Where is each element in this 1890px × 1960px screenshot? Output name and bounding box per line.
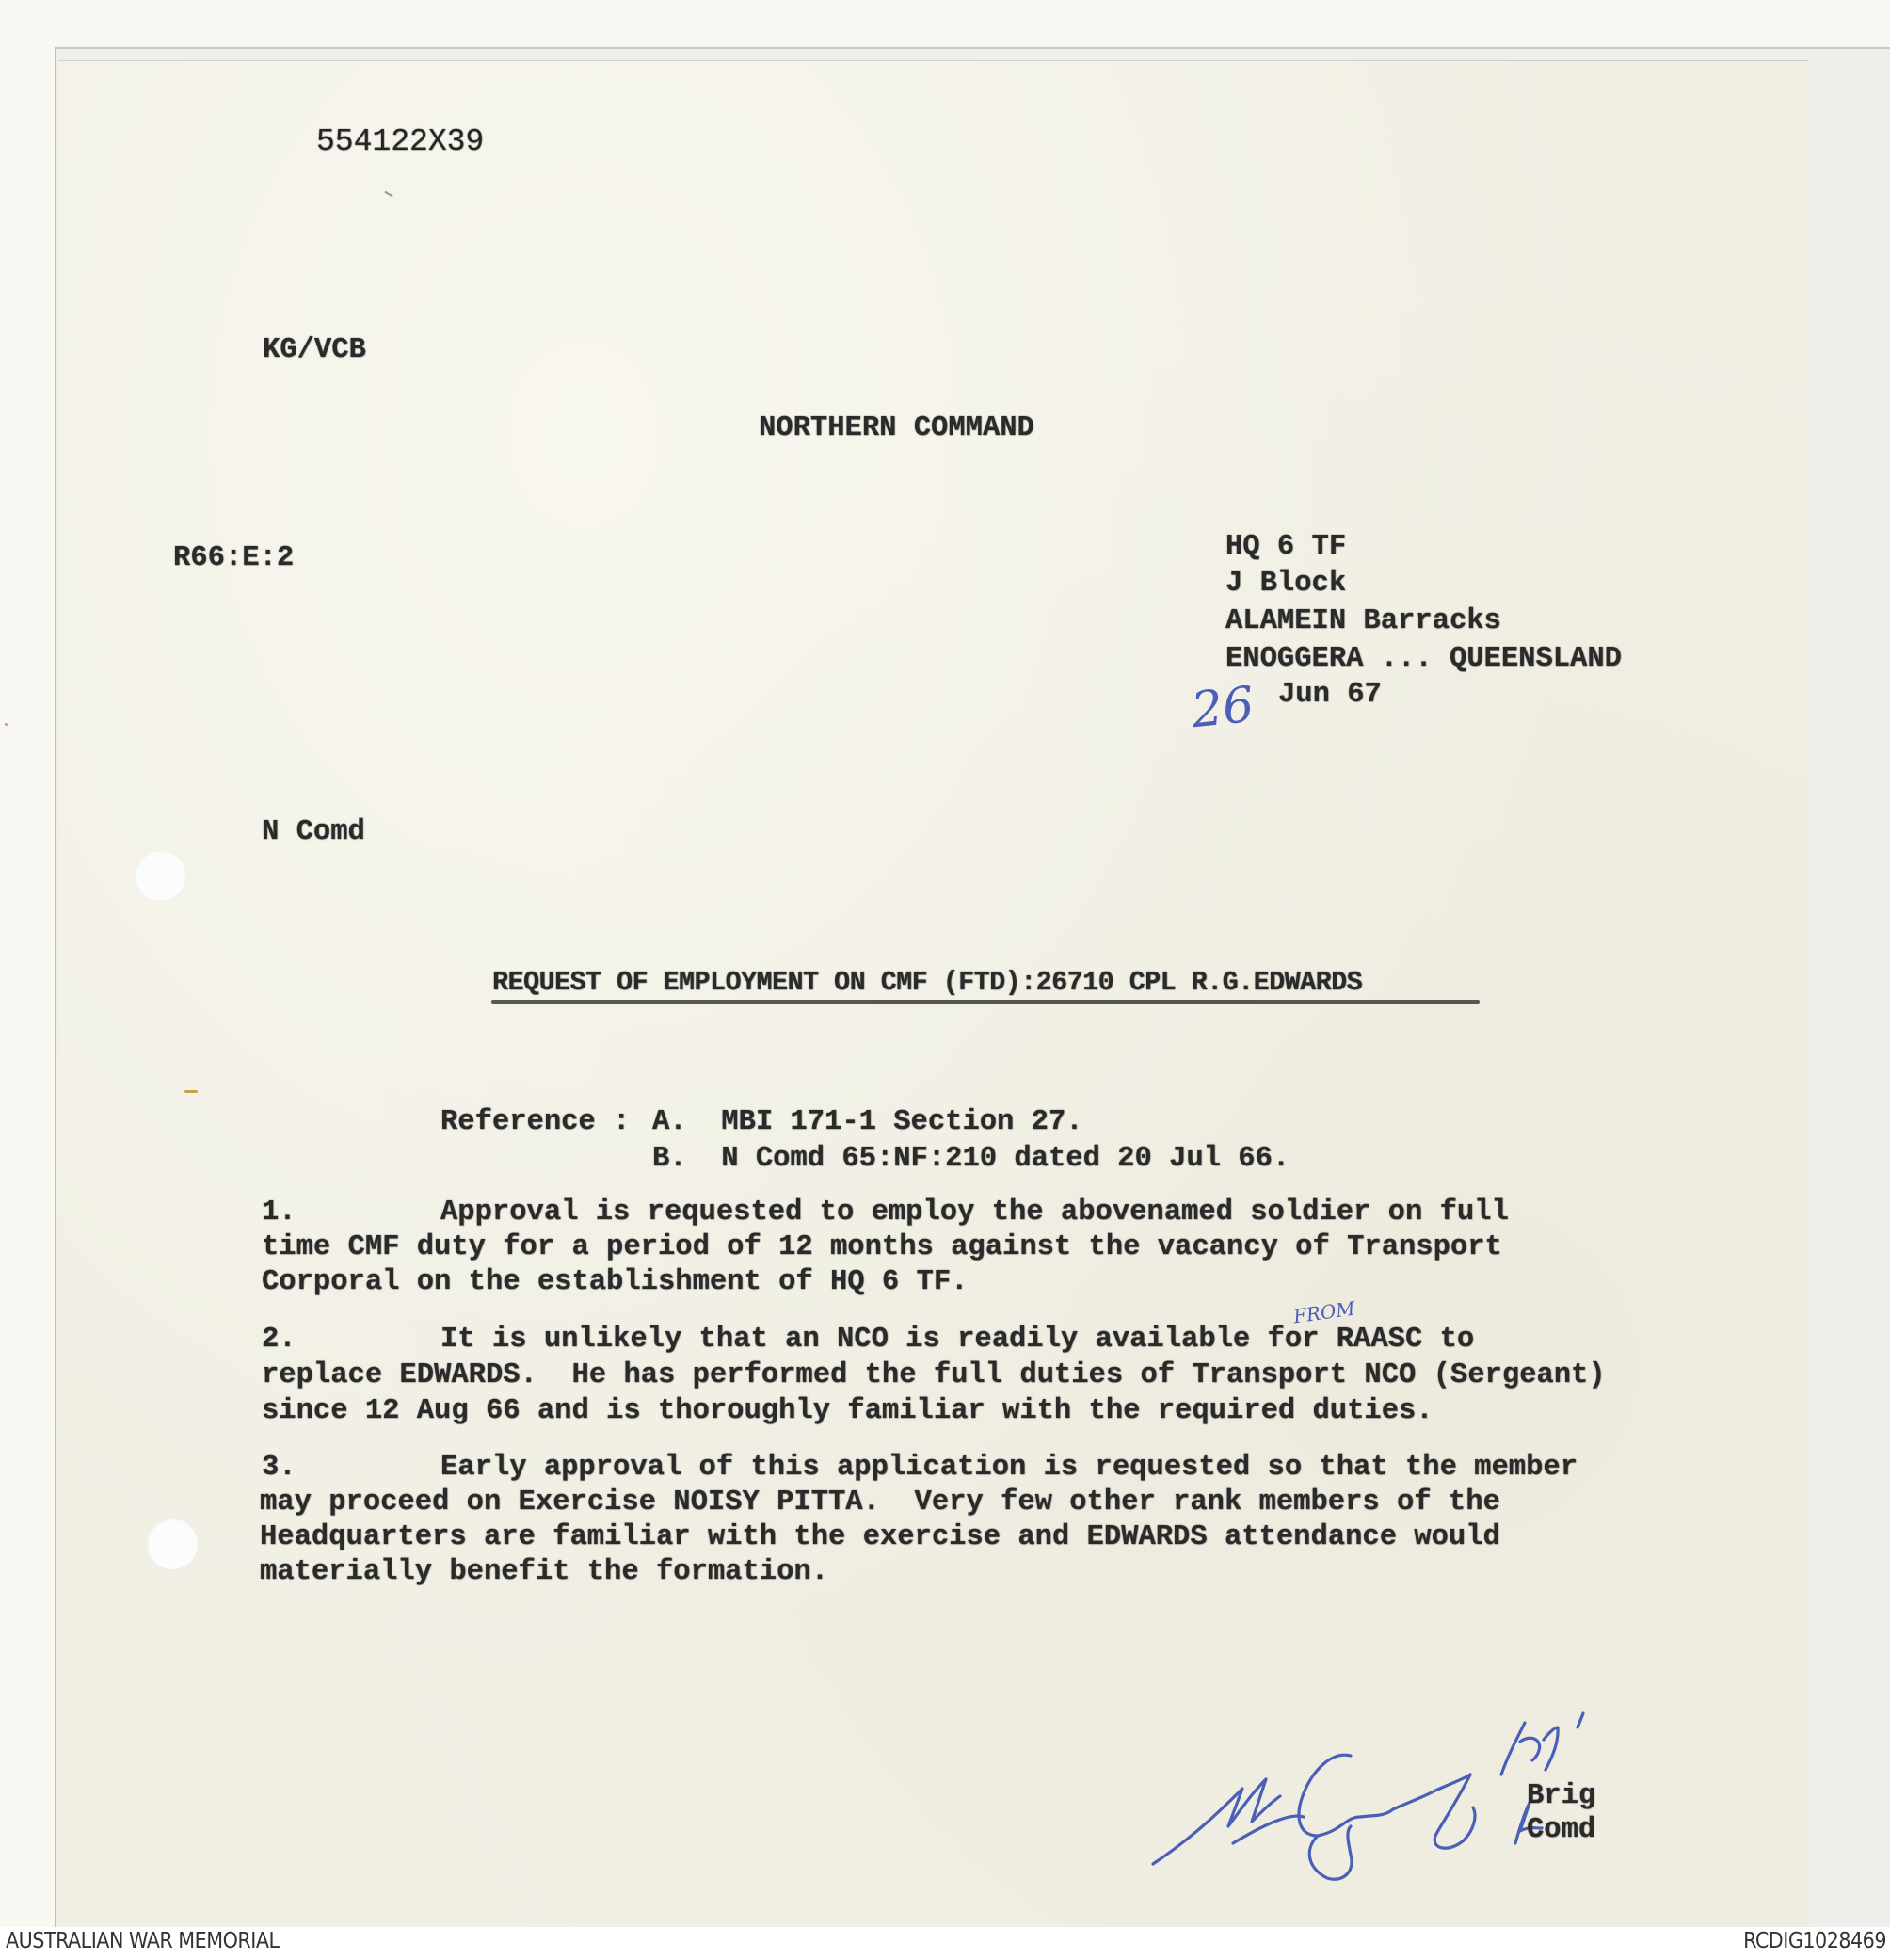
- paragraph-line: Approval is requested to employ the abovenamed soldier on full: [440, 1197, 1509, 1229]
- address-line-location: ENOGGERA ... QUEENSLAND: [1225, 643, 1622, 675]
- paragraph-line: It is unlikely that an NCO is readily available for RAASC to: [440, 1324, 1475, 1356]
- punch-hole-top: [135, 850, 185, 901]
- paragraph-number: 3.: [262, 1452, 296, 1484]
- file-number: 554122X39: [316, 124, 485, 159]
- scan-margin: [0, 0, 56, 1927]
- reference-item-a: A. MBI 171-1 Section 27.: [652, 1106, 1083, 1138]
- paragraph-number: 2.: [262, 1324, 296, 1356]
- paper-speck: [184, 1090, 198, 1093]
- handwritten-date-day: 26: [1189, 676, 1257, 740]
- handwritten-correction: FROM: [1291, 1296, 1357, 1328]
- paragraph-line: may proceed on Exercise NOISY PITTA. Very few other rank members of the: [260, 1486, 1500, 1518]
- address-line-barracks: ALAMEIN Barracks: [1225, 605, 1501, 637]
- subject-line: REQUEST OF EMPLOYMENT ON CMF (FTD):26710 CPL R.G.EDWARDS: [492, 967, 1363, 998]
- signatory-appointment: Comd: [1527, 1814, 1596, 1846]
- typist-initials: KG/VCB: [263, 334, 366, 366]
- paragraph-line: Corporal on the establishment of HQ 6 TF.: [262, 1266, 969, 1298]
- addressee: N Comd: [262, 816, 365, 848]
- paragraph-line: materially benefit the formation.: [260, 1556, 828, 1588]
- signatory-rank: Brig: [1527, 1780, 1596, 1812]
- address-line-block: J Block: [1225, 568, 1347, 600]
- archive-footer: [0, 1927, 1890, 1960]
- paragraph-line: Headquarters are familiar with the exercise and EDWARDS attendance would: [260, 1521, 1500, 1553]
- subject-underline: [491, 1000, 1480, 1004]
- paragraph-line: Early approval of this application is requested so that the member: [440, 1452, 1578, 1484]
- paragraph-line: time CMF duty for a period of 12 months against the vacancy of Transport: [262, 1231, 1502, 1263]
- reference-item-b: B. N Comd 65:NF:210 dated 20 Jul 66.: [652, 1143, 1290, 1175]
- footer-catalogue-id: RCDIG1028469: [1743, 1929, 1886, 1953]
- references-label: Reference :: [440, 1106, 631, 1138]
- letterhead-heading: NORTHERN COMMAND: [759, 412, 1034, 444]
- paragraph-number: 1.: [262, 1197, 296, 1229]
- paragraph-line: since 12 Aug 66 and is thoroughly familiar with the required duties.: [262, 1395, 1434, 1427]
- address-line-date: Jun 67: [1278, 679, 1382, 711]
- punch-hole-bottom: [147, 1518, 198, 1569]
- reference-code: R66:E:2: [173, 542, 295, 574]
- address-line-unit: HQ 6 TF: [1225, 531, 1347, 563]
- footer-institution: AUSTRALIAN WAR MEMORIAL: [6, 1929, 280, 1953]
- paragraph-line: replace EDWARDS. He has performed the full duties of Transport NCO (Sergeant): [262, 1359, 1606, 1391]
- paper-speck: [5, 723, 8, 726]
